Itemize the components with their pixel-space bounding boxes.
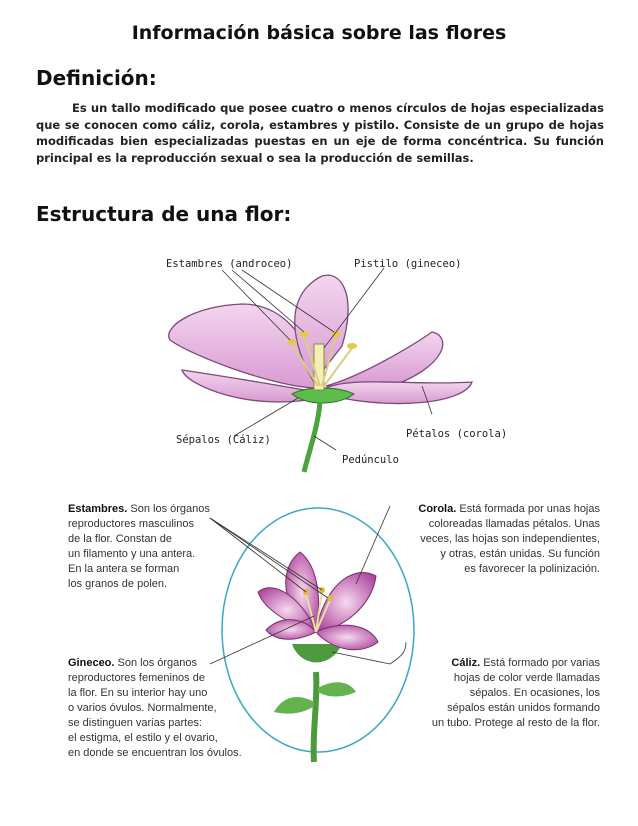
label-sepalos: Sépalos (Cáliz)	[176, 434, 271, 446]
note-estambres	[68, 502, 238, 592]
note-estambres-line: En la antera se forman	[68, 563, 180, 575]
label-pedunculo: Pedúnculo	[342, 454, 399, 466]
note-caliz-line: un tubo. Protege al resto de la flor.	[431, 717, 600, 729]
flower-diagram	[92, 236, 522, 474]
note-caliz-line: sépalos están unidos formando	[447, 702, 600, 714]
label-petalos: Pétalos (corola)	[406, 428, 508, 440]
label-estambres: Estambres (androceo)	[166, 258, 293, 270]
note-caliz	[390, 656, 600, 731]
note-corola	[378, 502, 600, 577]
definition-text: Es un tallo modificado que posee cuatro o menos círculos de hojas especializadas que se conocen como cáliz, corola, estambres y pistilo. Consiste de un grupo de hojas modificadas bien especializadas puestas en un eje de forma concéntrica. Su función principal es la reproducción sexual o sea la producción de semillas.	[36, 101, 604, 165]
note-gineceo-line: o varios óvulos. Normalmente,	[68, 702, 217, 714]
note-estambres-line: reproductores masculinos	[68, 518, 194, 530]
note-gineceo-term: Gineceo.	[68, 657, 115, 669]
page-title: Información básica sobre las flores	[131, 22, 507, 44]
note-estambres-line: los granos de polen.	[68, 578, 168, 590]
definition-heading: Definición:	[36, 66, 157, 90]
note-estambres-term: Estambres.	[68, 503, 128, 515]
note-corola-line: veces, las hojas son independientes,	[420, 533, 600, 545]
definition-paragraph	[36, 100, 604, 166]
label-pistilo: Pistilo (gineceo)	[354, 258, 462, 270]
note-gineceo-line: Son los órganos	[117, 657, 198, 669]
note-caliz-term: Cáliz.	[451, 657, 481, 669]
flower-parts-diagram	[60, 492, 600, 782]
note-gineceo-line: reproductores femeninos de	[68, 672, 205, 684]
note-corola-line: es favorecer la polinización.	[464, 563, 600, 575]
note-caliz-line: Está formado por varias	[483, 657, 600, 669]
note-caliz-line: hojas de color verde llamadas	[453, 672, 600, 684]
note-corola-line: Está formada por unas hojas	[459, 503, 600, 515]
note-gineceo-line: en donde se encuentran los óvulos.	[68, 747, 242, 759]
note-caliz-line: sépalos. En ocasiones, los	[469, 687, 600, 699]
note-corola-term: Corola.	[418, 503, 457, 515]
note-gineceo-line: el estigma, el estilo y el ovario,	[68, 732, 218, 744]
note-corola-line: y otras, están unidas. Su función	[440, 548, 600, 560]
note-gineceo-line: la flor. En su interior hay uno	[68, 687, 208, 699]
note-estambres-line: Son los órganos	[130, 503, 210, 515]
note-corola-line: coloreadas llamadas pétalos. Unas	[428, 518, 600, 530]
note-gineceo-line: se distinguen varias partes:	[68, 717, 202, 729]
note-gineceo	[68, 656, 258, 761]
structure-heading: Estructura de una flor:	[36, 202, 292, 226]
note-estambres-line: un filamento y una antera.	[68, 548, 196, 560]
note-estambres-line: de la flor. Constan de	[68, 533, 172, 545]
